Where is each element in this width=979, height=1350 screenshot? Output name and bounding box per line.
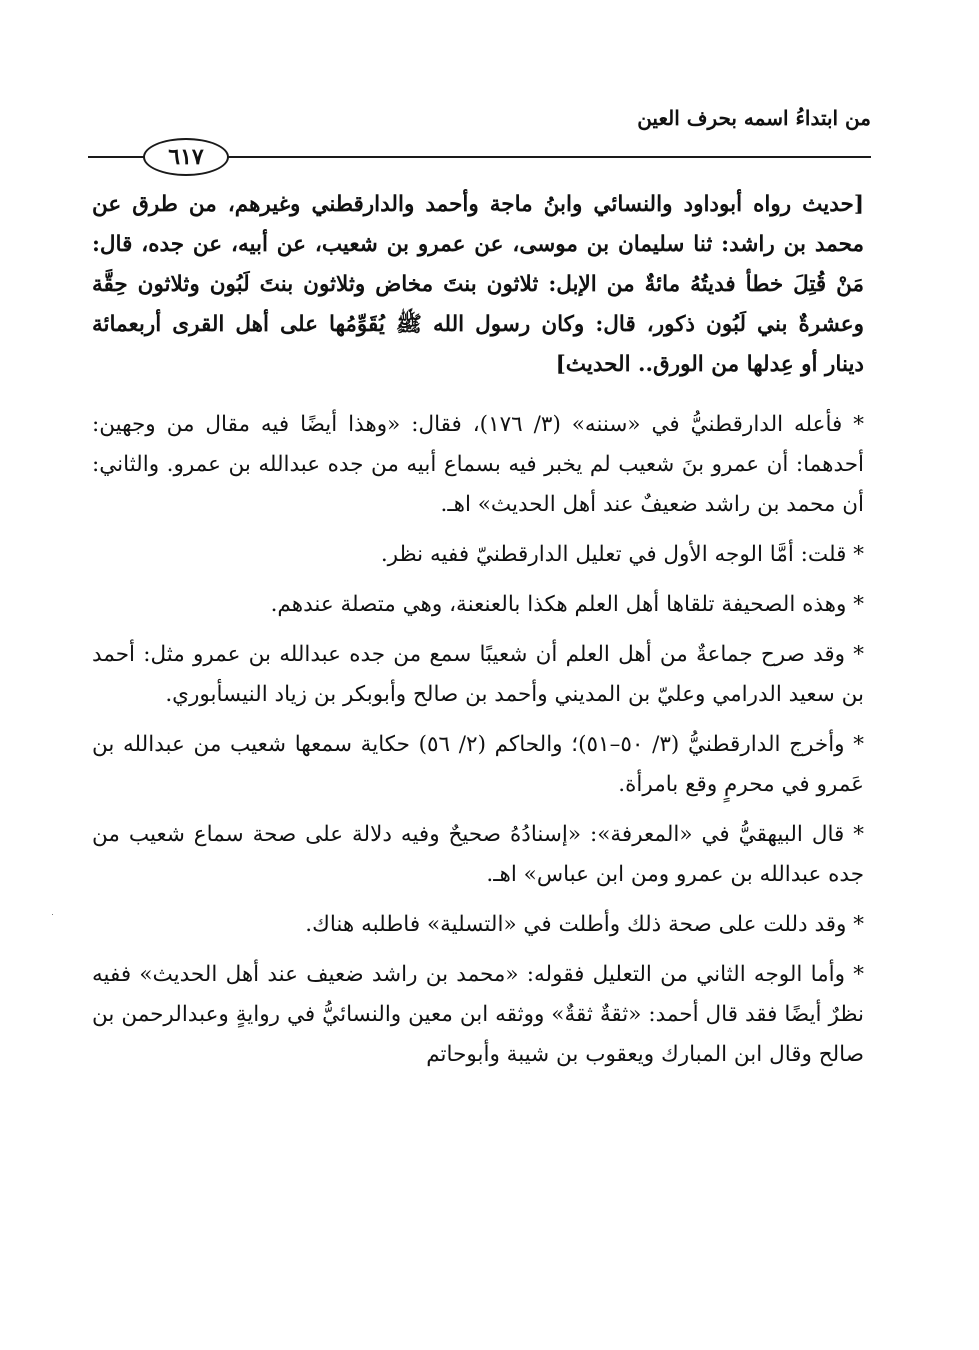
paragraph-tasliya: * وقد دللت على صحة ذلك وأطلت في «التسلية» فاطلبه هناك. bbox=[305, 912, 864, 937]
page-body bbox=[92, 185, 864, 1075]
hadith-text: [حديث رواه أبوداود والنسائي وابنُ ماجة وأحمد والدارقطني وغيرهم، من طرق عن محمد بن راشد: ثنا سليمان بن موسى، عن عمرو بن شعيب، عن أبيه، عن جده، قال: مَنْ قُتِلَ خطأ فديتُهُ مائةٌ من الإبل: ثلاثون بنتَ مخاض وثلاثون بنتَ لَبُون وثلاثون حِقَّة وعشرةٌ بني لَبُون ذكور، قال: وكان رسول الله ﷺ يُقَوِّمُها على أهل القرى أربعمائة دينار أو عِدلها من الورق.. الحديث] bbox=[92, 192, 864, 377]
paragraph-sahifa: * وهذه الصحيفة تلقاها أهل العلم هكذا بالعنعنة، وهي متصلة عندهم. bbox=[270, 592, 864, 617]
paragraph-second-reason: * وأما الوجه الثاني من التعليل فقوله: «محمد بن راشد ضعيف عند أهل الحديث» ففيه نظرٌ أيضًا فقد قال أحمد: «ثقةٌ ثقةٌ» ووثقه ابن معين والنسائيُّ في روايةٍ وعبدالرحمن بن صالح وقال ابن المبارك ويعقوب بن شيبة وأبوحاتم bbox=[92, 962, 864, 1067]
margin-mark bbox=[52, 914, 53, 915]
paragraph-akhraja: * وأخرج الدارقطنيُّ (٣/ ٥٠–٥١)؛ والحاكم (٢/ ٥٦) حكاية سمعها شعيب من عبدالله بن عَمرو في محرمٍ وقع بامرأة. bbox=[92, 732, 864, 797]
paragraph-bayhaqi: * قال البيهقيُّ في «المعرفة»: «إسنادُهُ صحيحٌ وفيه دلالة على صحة سماع شعيب من جده عبدالله بن عمرو ومن ابن عباس» اهـ. bbox=[92, 822, 864, 887]
running-title: من ابتداءُ اسمه بحرف العين bbox=[637, 106, 871, 130]
page-number: ٦١٧ bbox=[143, 138, 229, 176]
paragraph-daraqutni-ilal: * فأعله الدارقطنيُّ في «سننه» (٣/ ١٧٦)، فقال: «وهذا أيضًا فيه مقال من وجهين: أحدهما: أن عمرو بنَ شعيب لم يخبر فيه بسماع أبيه من جده عبدالله بن عمرو. والثاني: أن محمد بن راشد ضعيفٌ عند أهل الحديث» اهـ. bbox=[92, 412, 865, 517]
paragraph-qultu: * قلت: أمَّا الوجه الأول في تعليل الدارقطنيّ ففيه نظر. bbox=[380, 542, 864, 567]
paragraph-jamaa: * وقد صرح جماعةٌ من أهل العلم أن شعيبًا سمع من جده عبدالله بن عمرو مثل: أحمد بن سعيد الدرامي وعليّ بن المديني وأحمد بن صالح وأبوبكر بن زياد النيسأبوري. bbox=[92, 642, 864, 707]
